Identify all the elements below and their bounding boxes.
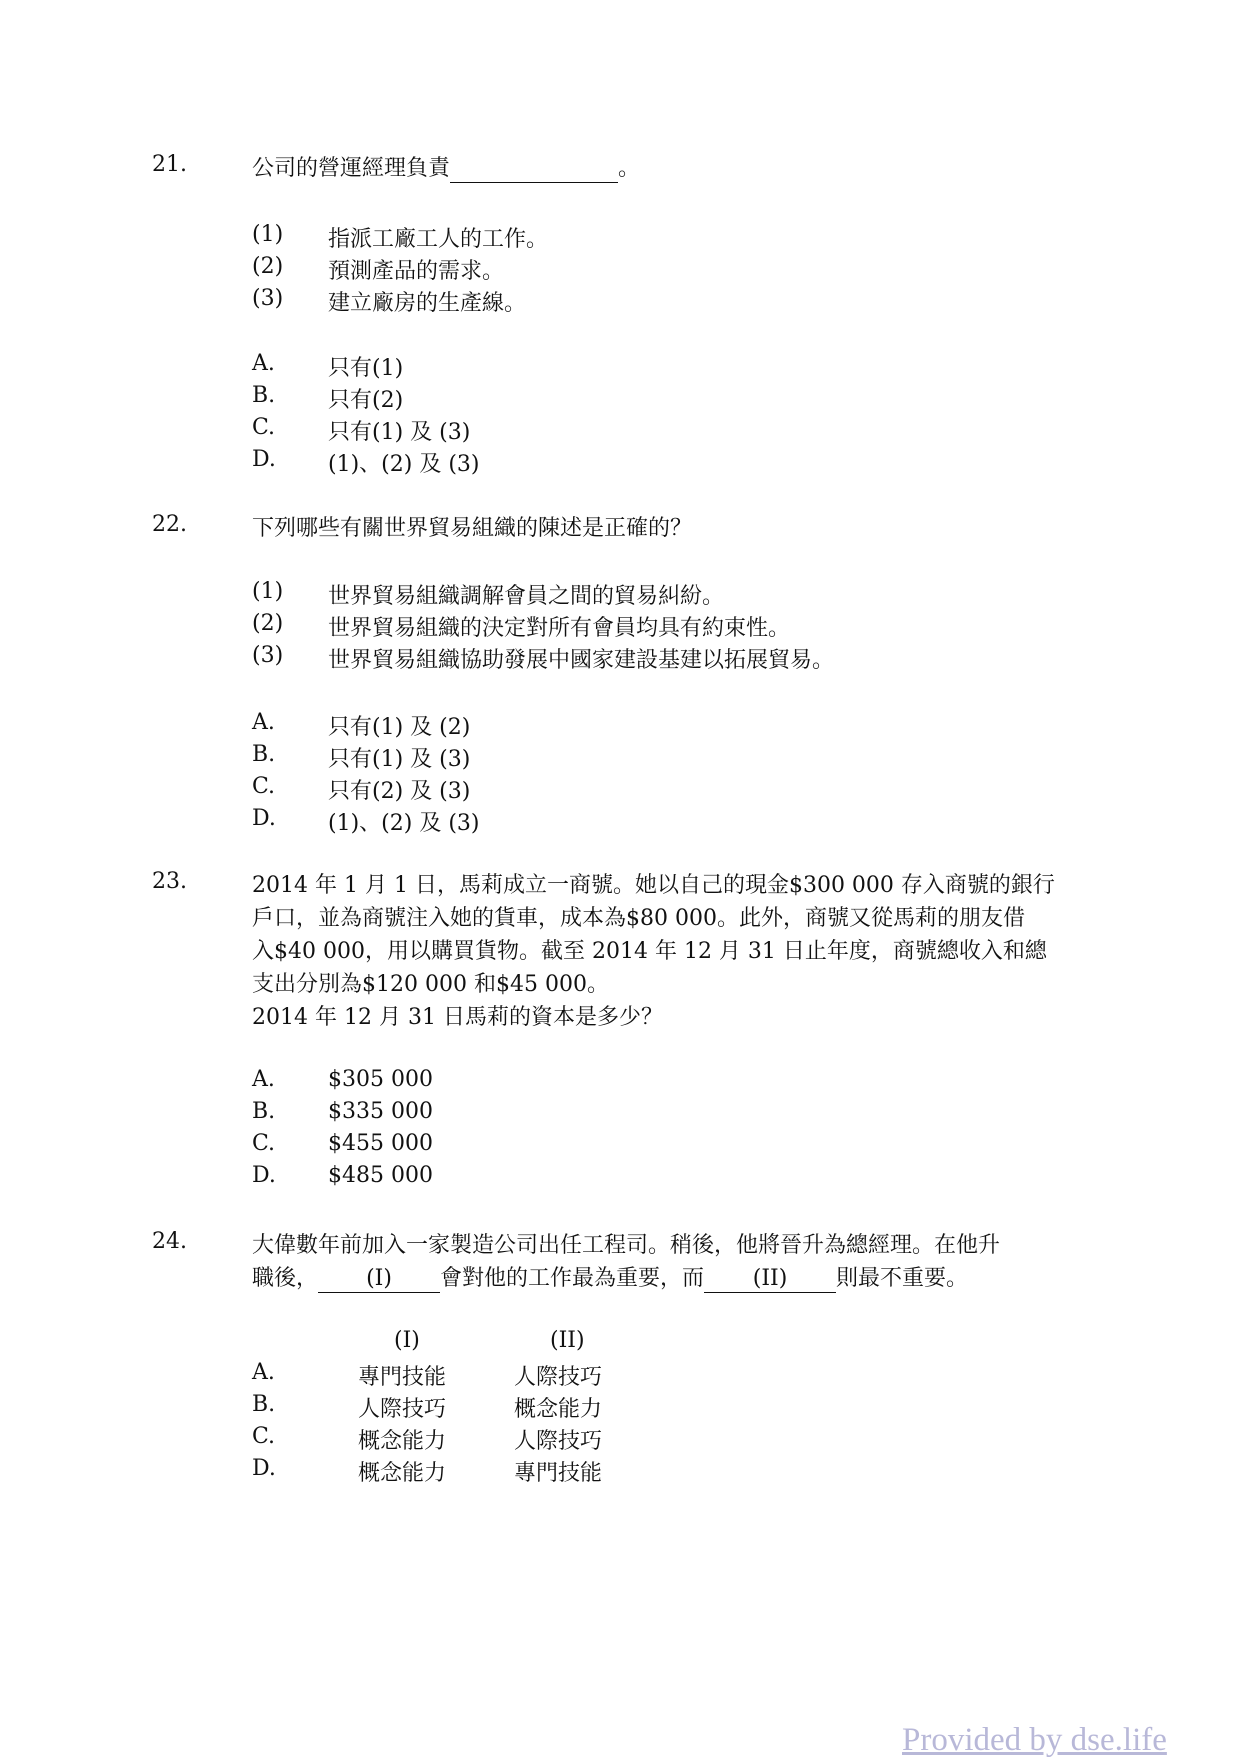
answer-blank-ii: (II) [704,1266,836,1293]
footer-watermark-link[interactable]: Provided by dse.life [902,1722,1167,1758]
column-header-ii: (II) [550,1328,585,1353]
question-stem: 公司的營運經理負責 。 [252,156,641,181]
question-stem: 2014 年 1 月 1 日，馬莉成立一商號。她以自己的現金$300 000 存入商號的銀行 戶口，並為商號注入她的貨車，成本為$80 000。此外，商號又從馬莉的朋友借 入$40 000，用以購買貨物。截至 2014 年 12 月 31 日止年度，商號總收入和總 支出分別為$120 000 和$45 000。 2014 年 12 月 31 日馬莉的資本是多少？ [252,873,1055,1030]
column-header-i: (I) [394,1328,420,1353]
question-stem: 大偉數年前加入一家製造公司出任工程司。稍後，他將晉升為總經理。在他升 職後， (I) 會對他的工作最為重要，而 (II) 則最不重要。 [252,1233,1001,1291]
answer-blank-i: (I) [318,1266,440,1293]
question-number: 21. [152,152,187,177]
question-number: 24. [152,1229,187,1254]
question-stem: 下列哪些有關世界貿易組織的陳述是正確的？ [252,516,693,541]
question-number: 23. [152,869,187,894]
answer-blank [450,156,618,183]
question-number: 22. [152,512,187,537]
